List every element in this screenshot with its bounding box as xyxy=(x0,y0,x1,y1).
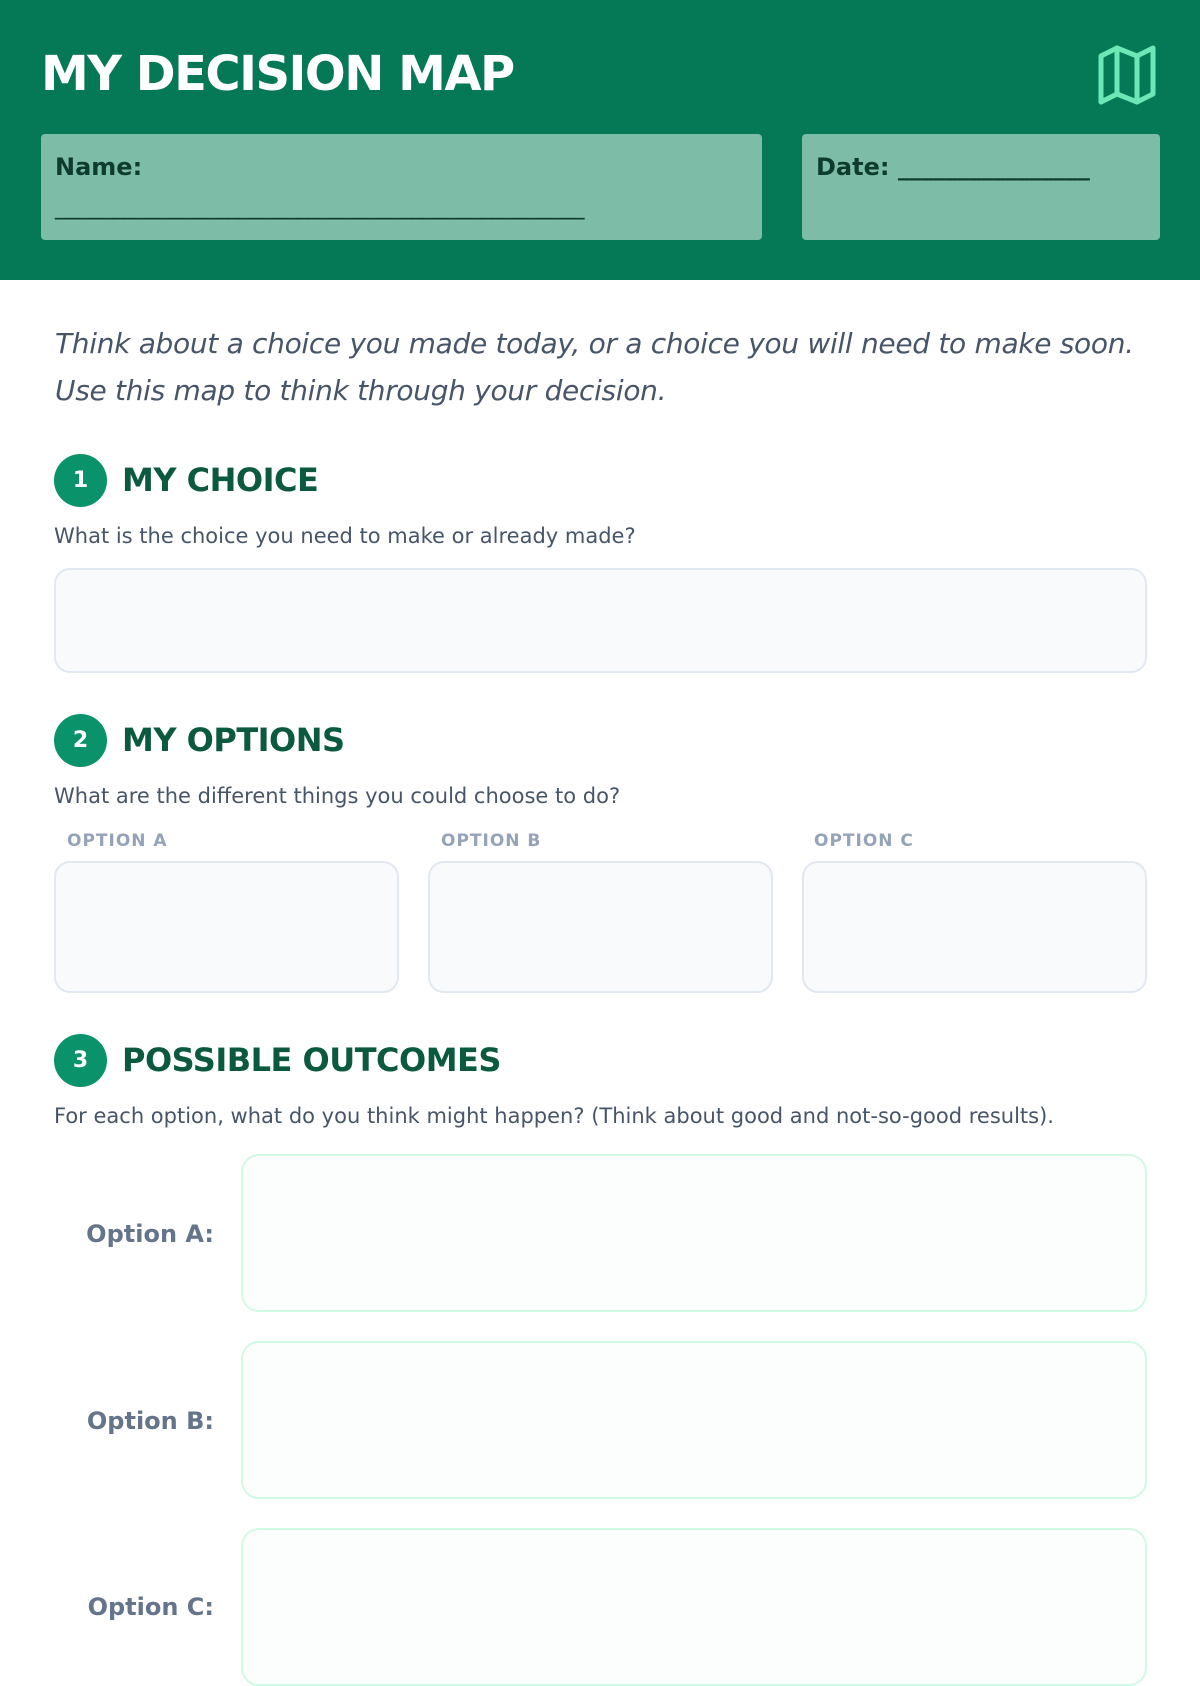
intro-text xyxy=(55,320,1165,414)
outcome-b-box[interactable] xyxy=(241,1341,1147,1499)
outcome-b-label: Option B: xyxy=(86,1407,214,1435)
name-line: ______________________________________________ xyxy=(55,192,584,220)
option-a-label: OPTION A xyxy=(67,831,168,851)
option-b-label: OPTION B xyxy=(441,831,542,851)
section-number-badge: 2 xyxy=(54,714,107,767)
outcome-c-box[interactable] xyxy=(241,1528,1147,1686)
option-c-box[interactable] xyxy=(802,861,1147,993)
choice-answer-box[interactable] xyxy=(54,568,1147,673)
section-number-badge: 1 xyxy=(54,454,107,507)
option-b-box[interactable] xyxy=(428,861,773,993)
page-header xyxy=(0,0,1200,280)
name-field[interactable] xyxy=(41,134,762,240)
section-prompt: What is the choice you need to make or already made? xyxy=(54,524,636,548)
section-number-badge: 3 xyxy=(54,1034,107,1087)
intro-line-2: Use this map to think through your decision. xyxy=(55,374,667,407)
name-label: Name: xyxy=(55,153,143,181)
page-title: MY DECISION MAP xyxy=(41,46,514,102)
outcome-c-label: Option C: xyxy=(87,1593,214,1621)
date-label: Date: ________________ xyxy=(816,153,1090,181)
section-title: MY CHOICE xyxy=(122,461,319,499)
intro-line-1: Think about a choice you made today, or a choice you will need to make soon. xyxy=(55,327,1134,360)
option-a-box[interactable] xyxy=(54,861,399,993)
map-icon xyxy=(1096,44,1158,106)
outcome-a-box[interactable] xyxy=(241,1154,1147,1312)
date-field[interactable] xyxy=(802,134,1160,240)
section-prompt: For each option, what do you think might happen? (Think about good and not-so-good results). xyxy=(54,1104,1054,1128)
section-title: MY OPTIONS xyxy=(122,721,345,759)
section-prompt: What are the different things you could choose to do? xyxy=(54,784,621,808)
option-c-label: OPTION C xyxy=(814,831,914,851)
outcome-a-label: Option A: xyxy=(86,1220,214,1248)
section-title: POSSIBLE OUTCOMES xyxy=(122,1041,501,1079)
